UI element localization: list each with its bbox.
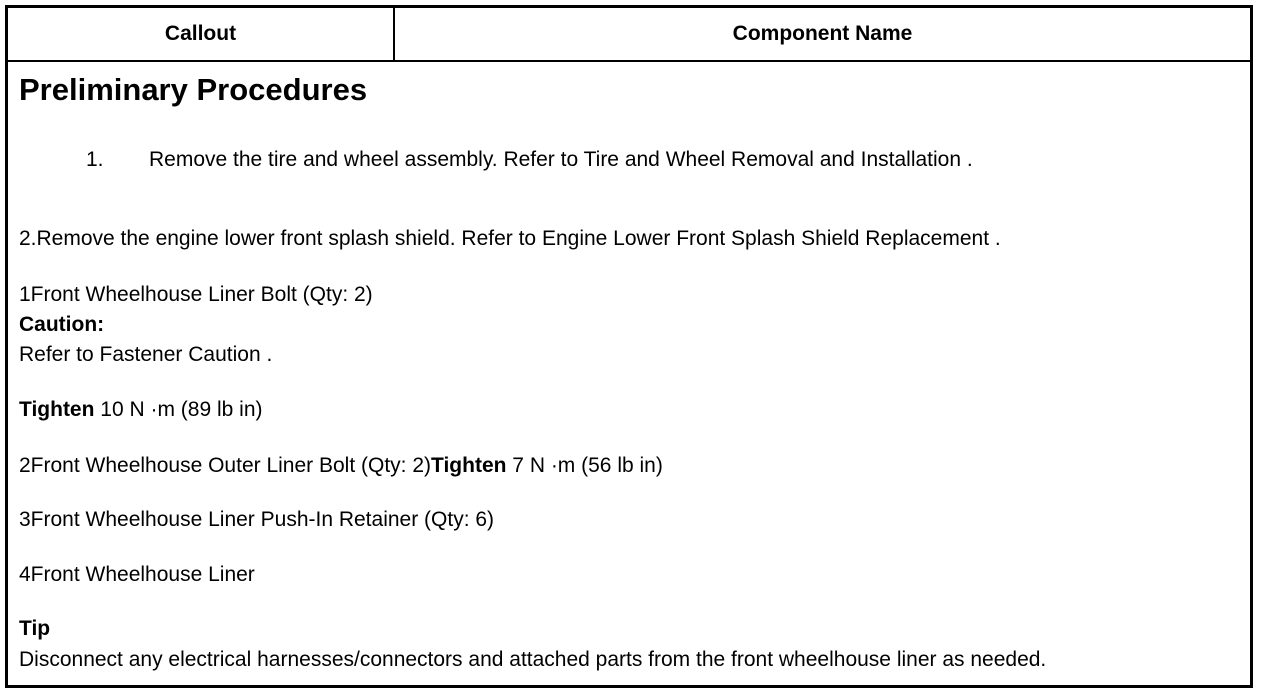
tighten-1 [19, 398, 263, 422]
header-callout: Callout [8, 8, 395, 60]
step-1-number: 1. [86, 148, 104, 171]
table-header-row [8, 8, 1250, 62]
procedure-table [5, 5, 1253, 688]
tip-text: Disconnect any electrical harnesses/connectors and attached parts from the front wheelhouse liner as needed. [19, 648, 1047, 671]
caution-label: Caution: [19, 313, 105, 336]
caution-text: Refer to Fastener Caution . [19, 343, 273, 366]
item-1-text: 1Front Wheelhouse Liner Bolt (Qty: 2) [19, 283, 373, 306]
tighten-1-label: Tighten [19, 398, 95, 421]
tighten-2-label: Tighten [431, 454, 507, 477]
item-3-text: 3Front Wheelhouse Liner Push-In Retainer (Qty: 6) [19, 508, 495, 531]
section-title: Preliminary Procedures [19, 72, 368, 107]
item-2-text: 2Front Wheelhouse Outer Liner Bolt (Qty: 2) [19, 454, 432, 477]
tip-label: Tip [19, 617, 51, 640]
tighten-2-value: 7 N ·m (56 lb in) [506, 454, 663, 477]
header-component-name: Component Name [732, 22, 913, 45]
tighten-1-value: 10 N ·m (89 lb in) [94, 398, 263, 421]
item-2 [19, 454, 663, 478]
step-1-text: Remove the tire and wheel assembly. Refer to Tire and Wheel Removal and Installation . [149, 148, 973, 171]
item-4-text: 4Front Wheelhouse Liner [19, 563, 255, 586]
step-2-text: 2.Remove the engine lower front splash shield. Refer to Engine Lower Front Splash Shield Replacement . [19, 227, 1001, 250]
